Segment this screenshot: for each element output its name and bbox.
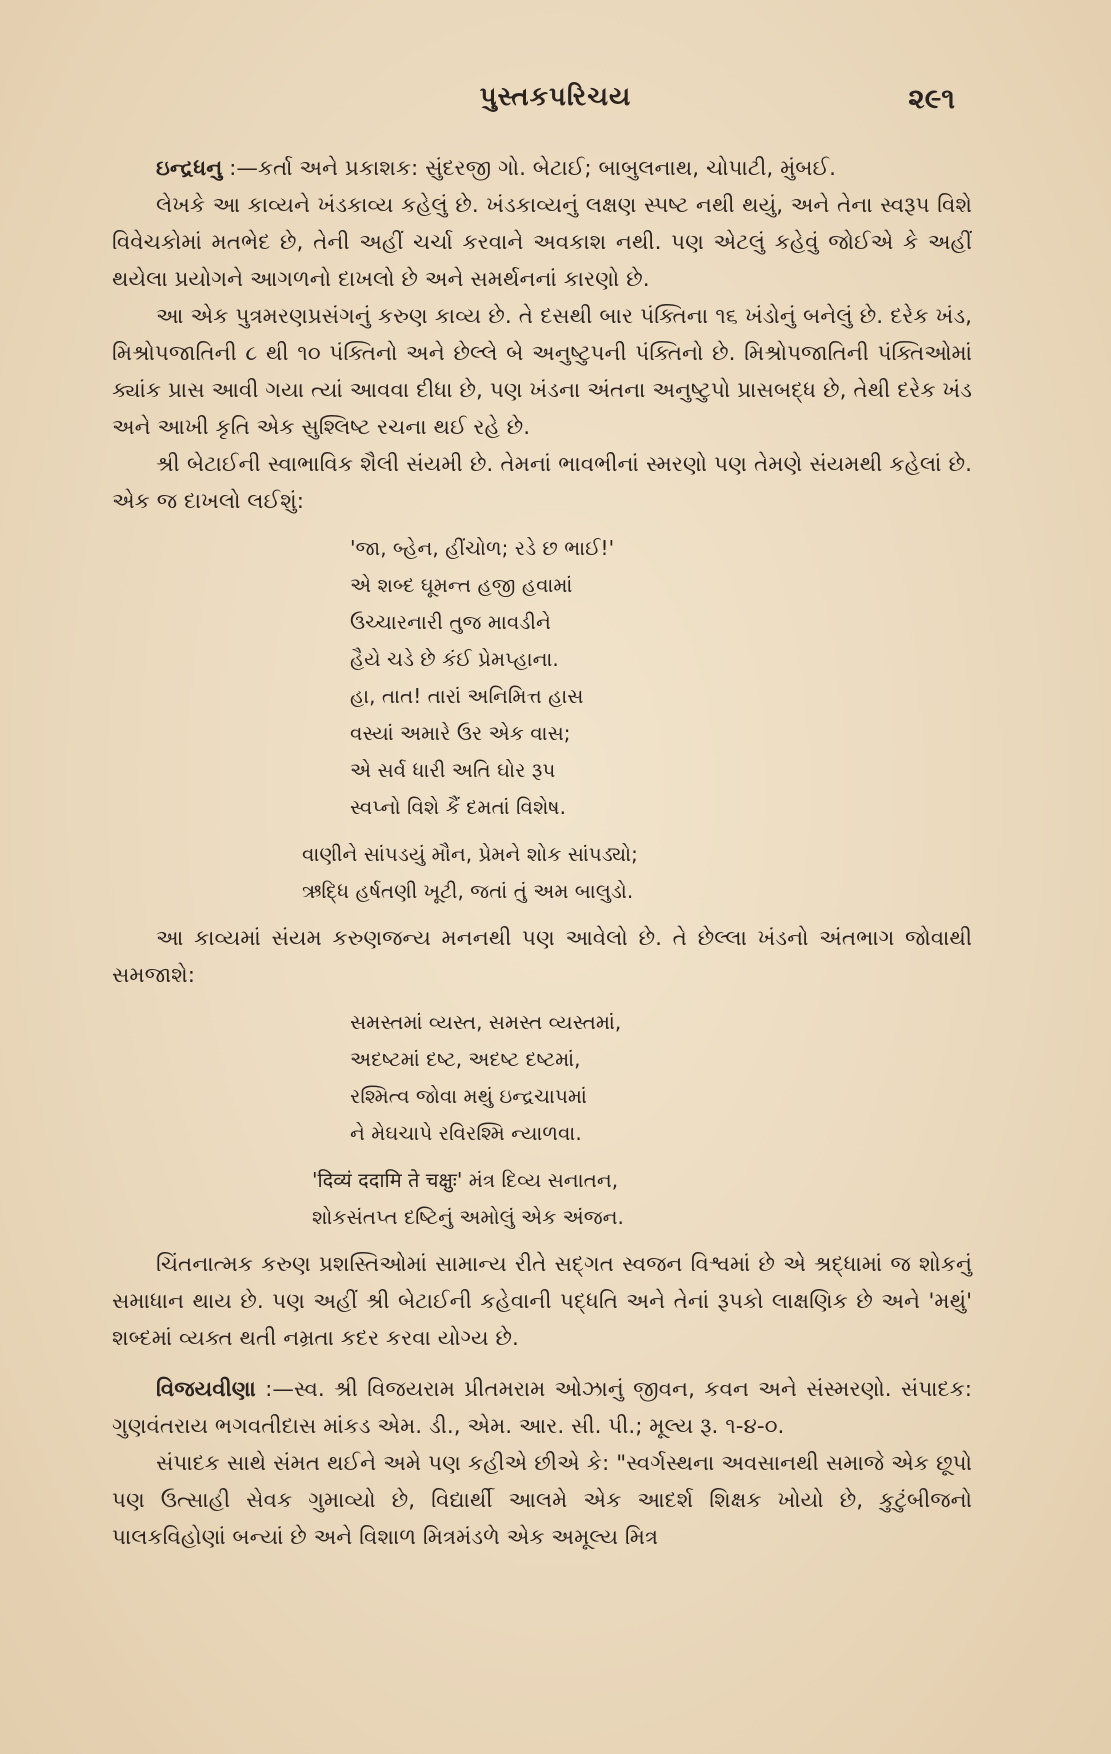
verse-line: અદષ્ટમાં દષ્ટ, અદષ્ટ દષ્ટમાં, bbox=[350, 1047, 581, 1071]
verse-line: ને મેઘચાપે રવિરશ્મિ ન્યાળવા. bbox=[350, 1121, 582, 1145]
review2-intro: :—સ્વ. શ્રી વિજયરામ પ્રીતમરામ ઓઝાનું જીવન, કવન અને સંસ્મરણો. સંપાદક: ગુણવંતરાય ભગવતીદાસ માંકડ એમ. ડી., એમ. આર. સી. પી.; મૂલ્ય રૂ. ૧-૪-૦. bbox=[112, 1377, 972, 1439]
verse-1 bbox=[302, 530, 972, 910]
verse-line: ઉચ્ચારનારી તુજ માવડીને bbox=[350, 610, 551, 634]
verse-line: એ શબ્દ ઘૂમન્ત હજી હવામાં bbox=[350, 573, 573, 597]
review2-heading bbox=[112, 1371, 972, 1445]
section-gap bbox=[112, 1357, 972, 1371]
verse-line: વસ્યાં અમારે ઉર એક વાસ; bbox=[350, 721, 571, 745]
verse-line: એ સર્વ ધારી અતિ ઘોર રૂપ bbox=[350, 758, 556, 782]
verse-line: સમસ્તમાં વ્યસ્ત, સમસ્ત વ્યસ્તમાં, bbox=[350, 1010, 622, 1034]
verse-line: હૈયે ચડે છે કંઈ પ્રેમપ્હાના. bbox=[350, 647, 559, 671]
review1-paragraph-4: આ કાવ્યમાં સંયમ કરુણજન્ય મનનથી પણ આવેલો છે. તે છેલ્લા ખંડનો અંતભાગ જોવાથી સમજાશે: bbox=[112, 926, 972, 988]
verse-2-couplet bbox=[312, 1162, 972, 1236]
review1-book-title: ઇન્દ્રધનુ bbox=[156, 156, 223, 181]
page-header bbox=[0, 82, 1111, 122]
review1-heading bbox=[112, 150, 972, 187]
review1-paragraph-5: ચિંતનાત્મક કરુણ પ્રશસ્તિઓમાં સામાન્ય રીતે સદ્ગત સ્વજન વિશ્વમાં છે એ શ્રદ્ધામાં જ શોકનું સમાધાન થાય છે. પણ અહીં શ્રી બેટાઈની કહેવાની પદ્ધતિ અને તેનાં રૂપકો લાક્ષણિક છે અને 'મથું' શબ્દમાં વ્યક્ત થતી નમ્રતા કદર કરવા યોગ્ય છે. bbox=[112, 1252, 972, 1351]
verse-line: રશ્મિત્વ જોવા મથું ઇન્દ્રચાપમાં bbox=[350, 1084, 587, 1108]
verse-line: હા, તાત! તારાં અનિમિત્ત હાસ bbox=[350, 684, 584, 708]
page-body bbox=[112, 150, 972, 1556]
verse-line: 'જા, બ્હેન, હીંચોળ; રડે છ ભાઈ!' bbox=[350, 536, 615, 560]
review1-paragraph-1: લેખકે આ કાવ્યને ખંડકાવ્ય કહેલું છે. ખંડકાવ્યનું લક્ષણ સ્પષ્ટ નથી થયું, અને તેના સ્વરૂપ વિશે વિવેચકોમાં મતભેદ છે, તેની અહીં ચર્ચા કરવાને અવકાશ નથી. પણ એટલું કહેવું જોઈએ કે અહીં થયેલા પ્રયોગને આગળનો દાખલો છે અને સમર્થનનાં કારણો છે. bbox=[112, 193, 972, 292]
verse-line: વાણીને સાંપડયું મૌન, પ્રેમને શોક સાંપડ્યો; bbox=[302, 842, 638, 866]
verse-2 bbox=[312, 1004, 972, 1236]
review1-paragraph-2: આ એક પુત્રમરણપ્રસંગનું કરુણ કાવ્ય છે. તે દસથી બાર પંક્તિના ૧૬ ખંડોનું બનેલું છે. દરેક ખંડ, મિશ્રોપજાતિની ૮ થી ૧૦ પંક્તિનો અને છેલ્લે બે અનુષ્ટુપની પંક્તિનો છે. મિશ્રોપજાતિની પંક્તિઓમાં ક્યાંક પ્રાસ આવી ગયા ત્યાં આવવા દીધા છે, પણ ખંડના અંતના અનુષ્ટુપો પ્રાસબદ્ધ છે, તેથી દરેક ખંડ અને આખી કૃતિ એક સુશ્લિષ્ટ રચના થઈ રહે છે. bbox=[112, 304, 972, 440]
page-number: ૨૯૧ bbox=[908, 82, 955, 115]
review2-paragraph-1: સંપાદક સાથે સંમત થઈને અમે પણ કહીએ છીએ કે: "સ્વર્ગસ્થના અવસાનથી સમાજે એક છૂપો પણ ઉત્સાહી સેવક ગુમાવ્યો છે, વિદ્યાર્થી આલમે એક આદર્શ શિક્ષક ખોયો છે, કુટુંબીજનો પાલકવિહોણાં બન્યાં છે અને વિશાળ મિત્રમંડળે એક અમૂલ્ય મિત્ર bbox=[112, 1451, 972, 1550]
review1-intro: :—કર્તા અને પ્રકાશક: સુંદરજી ગો. બેટાઈ; બાબુલનાથ, ચોપાટી, મુંબઈ. bbox=[229, 156, 836, 181]
verse-line: સ્વપ્નો વિશે કૈં દમતાં વિશેષ. bbox=[350, 795, 566, 819]
running-title: પુસ્તકપરિચય bbox=[479, 82, 632, 112]
verse-line: શોકસંતપ્ત દષ્ટિનું અમોલું એક અંજન. bbox=[312, 1205, 624, 1229]
review1-paragraph-3: શ્રી બેટાઈની સ્વાભાવિક શૈલી સંયમી છે. તેમનાં ભાવભીનાં સ્મરણો પણ તેમણે સંયમથી કહેલાં છે. એક જ દાખલો લઈશું: bbox=[112, 452, 972, 514]
verse-line: 'दिव्यं ददामि ते चक्षुः' મંત્ર દિવ્ય સનાતન, bbox=[312, 1168, 619, 1192]
review2-book-title: વિજયવીણા bbox=[156, 1377, 256, 1402]
verse-line: ઋદ્ધિ હર્ષતણી ખૂટી, જતાં તું અમ બાલુડો. bbox=[302, 879, 634, 903]
verse-1-couplet bbox=[302, 836, 972, 910]
